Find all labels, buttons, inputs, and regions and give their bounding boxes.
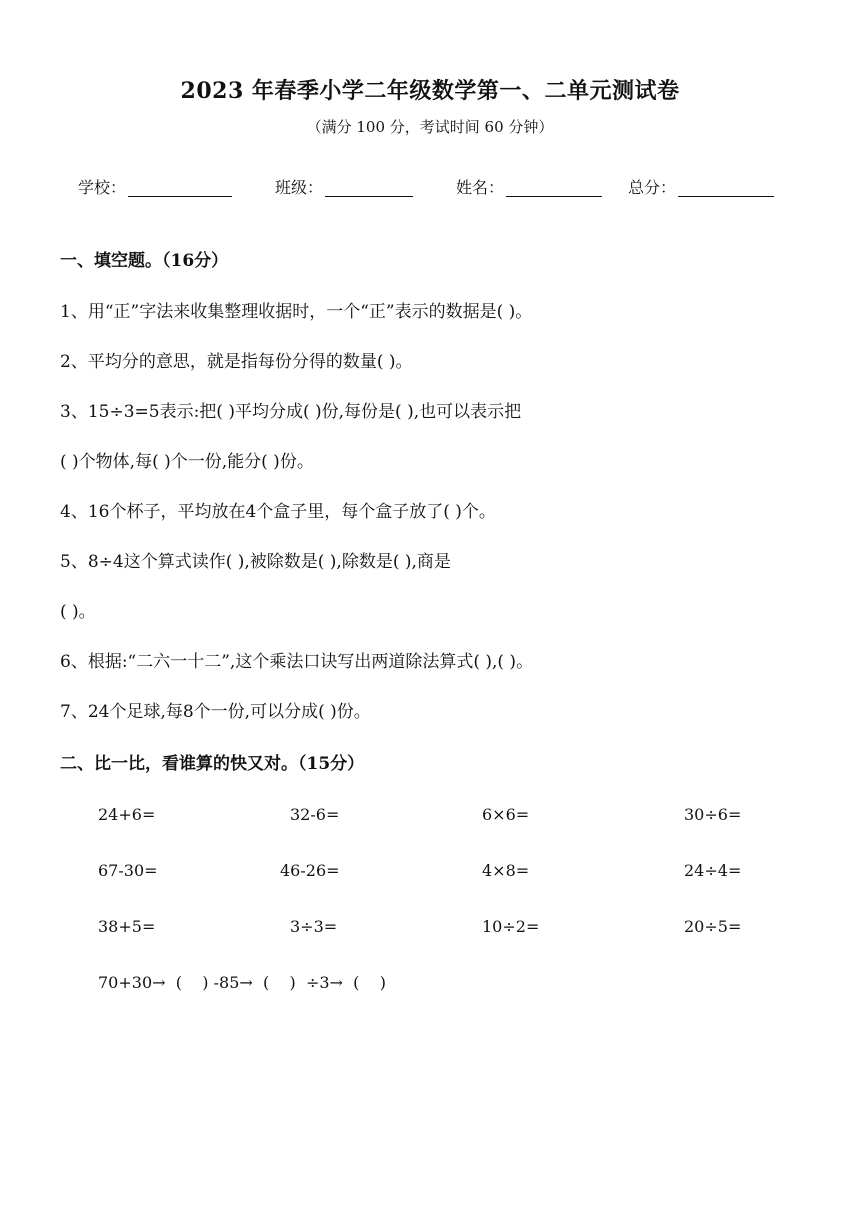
name-blank: [506, 178, 602, 197]
calc-item: 4×8=: [482, 861, 530, 880]
page-title: 2023 年春季小学二年级数学第一、二单元测试卷: [180, 78, 680, 104]
section-2-title: 二、比一比，看谁算的快又对。（15分）: [60, 754, 365, 774]
calc-item: 3÷3=: [290, 917, 338, 936]
calc-item: 10÷2=: [482, 917, 540, 936]
total-blank: [678, 178, 774, 197]
section-1-title: 一、填空题。（16分）: [60, 251, 229, 271]
question-6: 6、根据:“二六一十二”,这个乘法口诀写出两道除法算式( ),( )。: [60, 652, 534, 672]
question-5-line-1: 5、8÷4这个算式读作( ),被除数是( ),除数是( ),商是: [60, 552, 451, 572]
class-field: [275, 175, 413, 198]
calc-item: 24÷4=: [684, 861, 742, 880]
class-label: 班级：: [275, 178, 324, 197]
calc-item: 20÷5=: [684, 917, 742, 936]
name-field: [456, 175, 602, 198]
class-blank: [325, 178, 413, 197]
question-4: 4、16个杯子，平均放在4个盒子里，每个盒子放了( )个。: [60, 502, 496, 522]
calc-item: 24+6=: [98, 805, 156, 824]
name-label: 姓名：: [456, 178, 505, 197]
school-field: [78, 175, 232, 198]
question-7: 7、24个足球,每8个一份,可以分成( )份。: [60, 702, 371, 722]
question-1: 1、用“正”字法来收集整理收据时，一个“正”表示的数据是( )。: [60, 302, 533, 322]
calc-item: 38+5=: [98, 917, 156, 936]
question-2: 2、平均分的意思，就是指每份分得的数量( )。: [60, 352, 413, 372]
calc-item: 6×6=: [482, 805, 530, 824]
calc-item: 32-6=: [290, 805, 340, 824]
page-subtitle: （满分 100 分，考试时间 60 分钟）: [306, 118, 554, 136]
calc-item: 30÷6=: [684, 805, 742, 824]
total-field: [628, 175, 774, 198]
chain-calculation: 70+30→ ( ) -85→ ( ) ÷3→ ( ): [98, 973, 386, 992]
calc-item: 67-30=: [98, 861, 158, 880]
school-label: 学校：: [78, 178, 127, 197]
question-3-line-2: ( )个物体,每( )个一份,能分( )份。: [60, 452, 314, 472]
question-5-line-2: ( )。: [60, 602, 96, 622]
school-blank: [128, 178, 232, 197]
calc-item: 46-26=: [280, 861, 340, 880]
total-label: 总分：: [628, 178, 677, 197]
student-info-row: [0, 175, 860, 199]
question-3-line-1: 3、15÷3=5表示:把( )平均分成( )份,每份是( ),也可以表示把: [60, 402, 522, 422]
